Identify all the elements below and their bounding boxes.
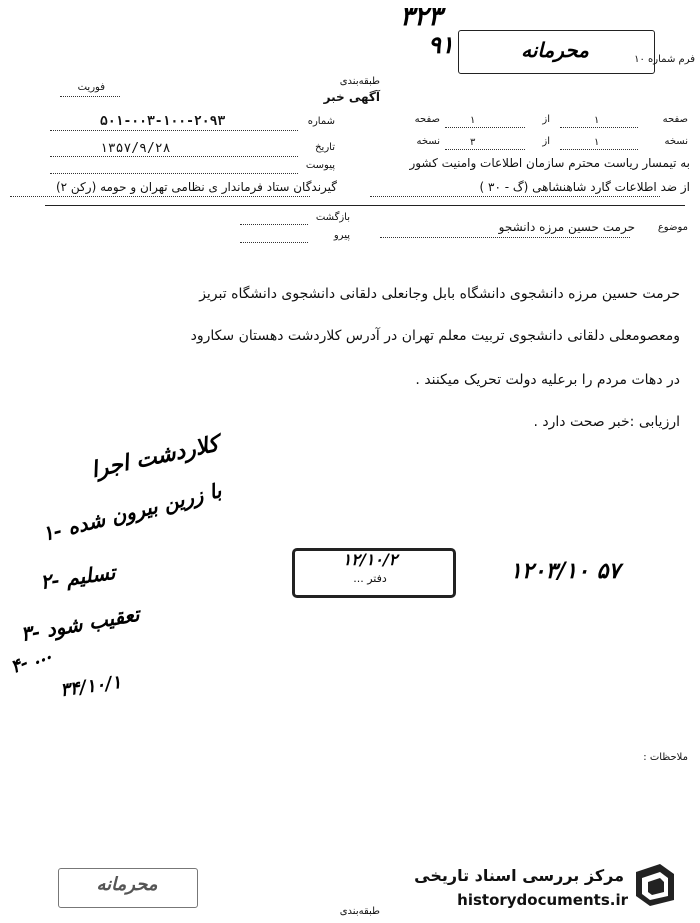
handwriting-line-5: ۴- ... xyxy=(7,642,55,679)
page-of-value: ۱ xyxy=(470,115,476,126)
classification-label-top: طبقه‌بندی xyxy=(339,76,380,87)
form-number-label: فرم شماره ۱۰ xyxy=(634,54,695,65)
watermark-url: historydocuments.ir xyxy=(457,891,628,909)
subject-label: موضوع xyxy=(657,222,688,233)
page-word: صفحه xyxy=(414,114,440,125)
followup-dotline xyxy=(240,242,308,243)
header-separator xyxy=(45,205,685,206)
date-value: ۱۳۵۷/۹/۲۸ xyxy=(100,141,171,156)
attachment-label: پیوست xyxy=(305,160,335,171)
handwriting-line-4: ۳- تعقیب شود xyxy=(18,601,142,647)
copy-label: نسخه xyxy=(664,136,688,147)
copy-value: ۱ xyxy=(594,137,600,148)
handwriting-line-2: ۱- با زرین بیرون شده xyxy=(39,478,224,546)
from-line: از ضد اطلاعات گارد شاهنشاهی (گ - ۳۰ ) xyxy=(479,180,690,194)
urgency-dotline xyxy=(60,96,120,97)
body-line-3: در دهات مردم را برعلیه دولت تحریک میکنند . xyxy=(415,372,680,388)
watermark-org: مرکز بررسی اسناد تاریخی xyxy=(414,866,624,885)
recipients-dotline xyxy=(10,196,310,197)
classification-label-bottom: طبقه‌بندی xyxy=(339,906,380,917)
number-value: ۵۰۱-۰۰۳-۱۰۰-۲۰۹۳ xyxy=(100,114,226,129)
followup-label: پیرو xyxy=(333,230,350,241)
handwriting-line-3: ۲- تسلیم xyxy=(38,559,117,595)
urgency-label: فوریت xyxy=(77,82,105,93)
handwritten-top-number: ۳۲۳ xyxy=(400,2,442,32)
copy-word: نسخه xyxy=(416,136,440,147)
body-line-2: ومعصومعلی دلقانی دانشجوی تربیت معلم تهران در آدرس کلاردشت دهستان سکارود xyxy=(190,328,680,344)
recipients-line: گیرندگان ستاد فرماندار ی نظامی تهران و حومه (رکن ۲) xyxy=(55,180,337,194)
reply-dotline xyxy=(240,224,308,225)
middle-stamp-line-1: ۱۲/۱۰/۲ xyxy=(342,550,398,569)
from-dotline xyxy=(370,196,660,197)
subject-dotline xyxy=(380,237,630,238)
number-label: شماره xyxy=(307,116,335,127)
handwriting-line-1: کلاردشت اجرا xyxy=(88,430,221,484)
handwriting-line-6: ۳۴/۱۰/۱ xyxy=(58,671,123,702)
handwriting-date-note: ۱۲۰۳/۱۰ ۵۷ xyxy=(510,558,621,584)
body-line-1: حرمت حسین مرزه دانشجوی دانشگاه بابل وجانعلی دلقانی دانشجوی دانشگاه تبریز xyxy=(199,286,680,302)
copy-of-label: از xyxy=(542,136,550,147)
page-of-label: از xyxy=(542,114,550,125)
copy-of-dotline xyxy=(445,149,525,150)
assessment-line: ارزیابی :خبر صحت دارد . xyxy=(533,414,680,430)
bottom-stamp-text: محرمانه xyxy=(96,874,158,895)
reply-label: بازگشت xyxy=(315,212,350,223)
report-type: آگهی خبر xyxy=(323,90,380,104)
page-label: صفحه xyxy=(662,114,688,125)
to-line: به تیمسار ریاست محترم سازمان اطلاعات وامنیت کشور xyxy=(409,156,690,170)
middle-stamp-line-2: دفتر ... xyxy=(353,572,387,585)
handwritten-top-code: ۹۱ xyxy=(428,30,454,59)
copy-dotline xyxy=(560,149,638,150)
top-stamp-text: محرمانه xyxy=(521,38,589,62)
notes-label: ملاحظات : xyxy=(643,752,688,763)
page-value: ۱ xyxy=(594,115,600,126)
date-dotline xyxy=(50,156,298,157)
number-dotline xyxy=(50,130,298,131)
archive-logo-icon xyxy=(630,860,680,910)
subject-text: حرمت حسین مرزه دانشجو xyxy=(498,220,635,234)
attachment-dotline xyxy=(50,173,298,174)
date-label: تاریخ xyxy=(315,142,335,153)
copy-of-value: ۳ xyxy=(470,137,476,148)
page-dotline xyxy=(560,127,638,128)
page-of-dotline xyxy=(445,127,525,128)
